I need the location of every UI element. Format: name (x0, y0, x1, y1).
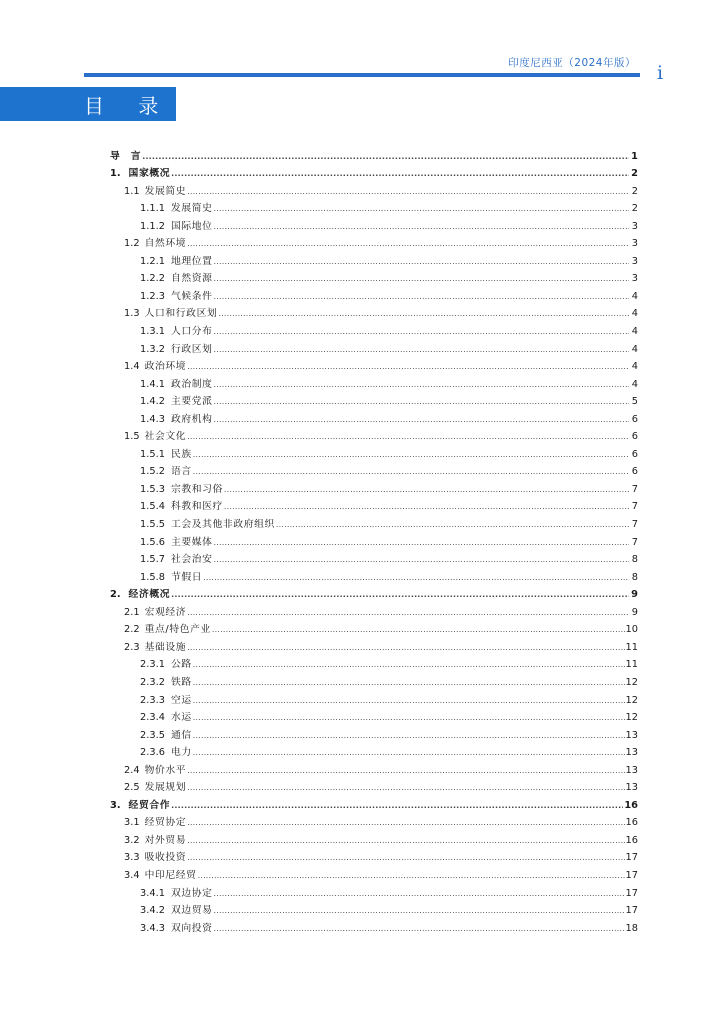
dot-leader (171, 589, 629, 601)
toc-entry-number: 1.4.1 (140, 378, 165, 390)
toc-entry-number: 2.3.4 (140, 712, 165, 724)
toc-entry-number: 2.3.5 (140, 729, 165, 741)
toc-entry-title: 语言 (170, 466, 192, 478)
dot-leader (214, 291, 629, 303)
toc-entry[interactable] (110, 794, 638, 812)
toc-entry[interactable] (110, 777, 638, 795)
toc-heading-banner (0, 87, 176, 121)
toc-entry[interactable] (110, 654, 638, 672)
toc-entry-title: 自然环境 (144, 238, 187, 250)
toc-entry[interactable] (110, 250, 638, 268)
toc-entry-title: 政治环境 (144, 361, 187, 373)
dot-leader (187, 607, 629, 619)
toc-entry[interactable] (110, 900, 638, 918)
dot-leader (187, 817, 624, 829)
dot-leader (187, 642, 624, 654)
toc-entry-title: 发展简史 (170, 203, 213, 215)
toc-entry-number: 1.5.1 (140, 448, 165, 460)
dot-leader (214, 256, 629, 268)
toc-entry-title: 主要媒体 (170, 536, 213, 548)
toc-entry-page: 4 (631, 326, 638, 338)
dot-leader (171, 168, 629, 180)
toc-entry-number: 2.3.1 (140, 659, 165, 671)
toc-entry-number: 1.2.1 (140, 255, 165, 267)
toc-entry-page: 6 (631, 448, 638, 460)
toc-entry-page: 16 (625, 834, 638, 846)
toc-entry[interactable] (110, 285, 638, 303)
toc-entry-page: 17 (625, 869, 638, 881)
dot-leader (214, 905, 625, 917)
toc-entry-title: 双向投资 (170, 922, 213, 934)
toc-entry[interactable] (110, 268, 638, 286)
toc-entry-title: 发展简史 (144, 185, 187, 197)
dot-leader (171, 800, 623, 812)
toc-entry-title: 双边协定 (170, 887, 213, 899)
toc-entry-page: 12 (625, 694, 638, 706)
dot-leader (187, 835, 624, 847)
toc-entry[interactable] (110, 566, 638, 584)
dot-leader (187, 852, 624, 864)
page-number: i (657, 62, 664, 84)
toc-entry-number: 3.4.3 (140, 922, 165, 934)
toc-entry-title: 经贸协定 (144, 817, 187, 829)
toc-entry-page: 7 (631, 536, 638, 548)
toc-entry-page: 4 (631, 343, 638, 355)
toc-entry-title: 主要党派 (170, 396, 213, 408)
toc-entry-title: 国际地位 (170, 220, 213, 232)
dot-leader (187, 238, 629, 250)
toc-entry-title: 国家概况 (128, 168, 171, 180)
toc-entry-page: 6 (631, 431, 638, 443)
toc-entry[interactable] (110, 461, 638, 479)
toc-entry-title: 地理位置 (170, 255, 213, 267)
dot-leader (214, 888, 625, 900)
dot-leader (214, 221, 629, 233)
toc-entry-number: 1. (110, 168, 121, 180)
toc-entry-title: 双边贸易 (170, 905, 213, 917)
toc-entry-number: 1.5.8 (140, 571, 165, 583)
toc-entry-number: 3.4.1 (140, 887, 165, 899)
toc-entry-page: 6 (631, 466, 638, 478)
toc-entry[interactable] (110, 864, 638, 882)
toc-entry[interactable] (110, 812, 638, 830)
toc-entry-title: 社会文化 (144, 431, 187, 443)
dot-leader (193, 466, 629, 478)
toc-entry-title: 节假日 (170, 571, 203, 583)
toc-entry[interactable] (110, 408, 638, 426)
toc-entry-number: 3.2 (124, 834, 140, 846)
toc-entry-title: 经济概况 (128, 589, 171, 601)
toc-entry-number: 2.4 (124, 764, 140, 776)
toc-entry[interactable] (110, 513, 638, 531)
dot-leader (187, 765, 624, 777)
dot-leader (203, 572, 629, 584)
dot-leader (193, 695, 625, 707)
dot-leader (193, 659, 625, 671)
toc-entry-page: 4 (631, 361, 638, 373)
toc-entry-page: 12 (625, 676, 638, 688)
toc-entry-title: 导 言 (110, 150, 142, 162)
toc-entry[interactable] (110, 829, 638, 847)
dot-leader (187, 431, 629, 443)
dot-leader (224, 484, 629, 496)
toc-entry-number: 2.1 (124, 606, 140, 618)
table-of-contents (110, 145, 638, 935)
toc-entry-title: 通信 (170, 729, 192, 741)
toc-entry-title: 公路 (170, 659, 192, 671)
toc-entry[interactable] (110, 145, 638, 163)
toc-entry-page: 16 (625, 817, 638, 829)
dot-leader (224, 501, 629, 513)
toc-entry-title: 重点/特色产业 (144, 624, 211, 636)
dot-leader (193, 747, 625, 759)
dot-leader (193, 730, 625, 742)
toc-entry[interactable] (110, 759, 638, 777)
toc-entry-page: 8 (631, 554, 638, 566)
toc-entry-title: 人口分布 (170, 326, 213, 338)
toc-entry-number: 2.3 (124, 641, 140, 653)
dot-leader (214, 326, 629, 338)
toc-entry[interactable] (110, 707, 638, 725)
toc-entry-page: 7 (631, 501, 638, 513)
dot-leader (198, 870, 625, 882)
toc-entry-page: 13 (625, 747, 638, 759)
toc-entry-title: 人口和行政区划 (144, 308, 218, 320)
toc-entry-page: 3 (631, 238, 638, 250)
toc-entry[interactable] (110, 303, 638, 321)
toc-entry[interactable] (110, 426, 638, 444)
toc-entry[interactable] (110, 619, 638, 637)
toc-entry-number: 2.3.2 (140, 676, 165, 688)
toc-entry-number: 1.4.2 (140, 396, 165, 408)
dot-leader (214, 203, 629, 215)
toc-entry-title: 宗教和习俗 (170, 483, 223, 495)
toc-entry-page: 4 (631, 290, 638, 302)
toc-entry-page: 6 (631, 413, 638, 425)
toc-entry-title: 吸收投资 (144, 852, 187, 864)
toc-entry-number: 1.3.2 (140, 343, 165, 355)
toc-entry-page: 10 (625, 624, 638, 636)
toc-entry-page: 9 (631, 606, 638, 618)
toc-entry-page: 17 (625, 905, 638, 917)
toc-entry-number: 3.4 (124, 869, 140, 881)
toc-entry-number: 1.5.4 (140, 501, 165, 513)
toc-entry-title: 气候条件 (170, 290, 213, 302)
toc-entry-number: 3.3 (124, 852, 140, 864)
dot-leader (214, 396, 629, 408)
toc-entry-number: 1.2.3 (140, 290, 165, 302)
toc-entry[interactable] (110, 584, 638, 602)
toc-entry-page: 18 (625, 922, 638, 934)
toc-entry-number: 1.1 (124, 185, 140, 197)
toc-entry-number: 1.3.1 (140, 326, 165, 338)
toc-entry[interactable] (110, 847, 638, 865)
toc-entry-number: 1.5.7 (140, 554, 165, 566)
toc-entry-page: 11 (625, 659, 638, 671)
toc-entry[interactable] (110, 443, 638, 461)
toc-entry[interactable] (110, 478, 638, 496)
toc-entry-title: 空运 (170, 694, 192, 706)
toc-entry-page: 4 (631, 308, 638, 320)
dot-leader (187, 361, 629, 373)
toc-entry-page: 7 (631, 519, 638, 531)
toc-entry-title: 政治制度 (170, 378, 213, 390)
toc-entry-title: 水运 (170, 712, 192, 724)
dot-leader (212, 624, 625, 636)
dot-leader (218, 308, 629, 320)
toc-entry[interactable] (110, 198, 638, 216)
toc-entry-page: 12 (625, 712, 638, 724)
toc-entry-page: 4 (631, 378, 638, 390)
toc-entry[interactable] (110, 215, 638, 233)
toc-entry-page: 2 (631, 185, 638, 197)
toc-entry[interactable] (110, 531, 638, 549)
toc-entry[interactable] (110, 391, 638, 409)
dot-leader (193, 712, 625, 724)
toc-entry-number: 1.5.3 (140, 483, 165, 495)
toc-entry-number: 1.4 (124, 361, 140, 373)
dot-leader (214, 537, 629, 549)
toc-entry[interactable] (110, 601, 638, 619)
toc-entry-title: 工会及其他非政府组织 (170, 519, 275, 531)
toc-entry-number: 1.4.3 (140, 413, 165, 425)
toc-entry-page: 17 (625, 887, 638, 899)
toc-entry-page: 7 (631, 483, 638, 495)
toc-heading: 目 录 (84, 94, 173, 118)
header-rule (84, 73, 640, 77)
toc-entry-page: 5 (631, 396, 638, 408)
toc-entry-page: 9 (631, 589, 638, 601)
dot-leader (214, 273, 629, 285)
toc-entry-number: 2.5 (124, 782, 140, 794)
toc-entry-number: 1.1.1 (140, 203, 165, 215)
toc-entry[interactable] (110, 163, 638, 181)
toc-entry-page: 13 (625, 782, 638, 794)
toc-entry[interactable] (110, 742, 638, 760)
toc-entry-page: 16 (624, 799, 638, 811)
running-header-title: 印度尼西亚（2024年版） (508, 57, 636, 69)
toc-entry-page: 13 (625, 764, 638, 776)
dot-leader (187, 782, 624, 794)
toc-entry[interactable] (110, 689, 638, 707)
toc-entry[interactable] (110, 356, 638, 374)
toc-entry-title: 铁路 (170, 676, 192, 688)
toc-entry[interactable] (110, 636, 638, 654)
toc-entry[interactable] (110, 549, 638, 567)
toc-entry-number: 1.2.2 (140, 273, 165, 285)
toc-entry[interactable] (110, 373, 638, 391)
toc-entry-number: 2.3.3 (140, 694, 165, 706)
toc-entry-page: 1 (631, 150, 638, 162)
toc-entry-title: 民族 (170, 448, 192, 460)
toc-entry-page: 11 (625, 641, 638, 653)
toc-entry-title: 发展规划 (144, 782, 187, 794)
dot-leader (214, 414, 629, 426)
toc-entry[interactable] (110, 882, 638, 900)
toc-entry[interactable] (110, 724, 638, 742)
toc-entry-number: 1.5.2 (140, 466, 165, 478)
dot-leader (214, 554, 629, 566)
toc-entry-number: 2. (110, 589, 121, 601)
toc-entry-page: 8 (631, 571, 638, 583)
dot-leader (193, 449, 629, 461)
toc-entry-title: 社会治安 (170, 554, 213, 566)
toc-entry-number: 1.1.2 (140, 220, 165, 232)
toc-entry-number: 3.1 (124, 817, 140, 829)
toc-entry-page: 2 (631, 168, 638, 180)
dot-leader (142, 151, 629, 163)
toc-entry-number: 1.2 (124, 238, 140, 250)
dot-leader (276, 519, 629, 531)
toc-entry-title: 政府机构 (170, 413, 213, 425)
toc-entry[interactable] (110, 496, 638, 514)
dot-leader (214, 379, 629, 391)
dot-leader (193, 677, 625, 689)
toc-entry-number: 3.4.2 (140, 905, 165, 917)
toc-entry[interactable] (110, 180, 638, 198)
toc-entry-title: 行政区划 (170, 343, 213, 355)
toc-entry[interactable] (110, 338, 638, 356)
toc-entry-title: 中印尼经贸 (144, 869, 197, 881)
toc-entry[interactable] (110, 320, 638, 338)
dot-leader (214, 923, 625, 935)
toc-entry-number: 1.5.5 (140, 519, 165, 531)
toc-entry-page: 13 (625, 729, 638, 741)
toc-entry-number: 3. (110, 799, 121, 811)
toc-entry-page: 3 (631, 255, 638, 267)
toc-entry-page: 3 (631, 273, 638, 285)
toc-entry-title: 电力 (170, 747, 192, 759)
toc-entry[interactable] (110, 917, 638, 935)
toc-entry-page: 17 (625, 852, 638, 864)
toc-entry-title: 自然资源 (170, 273, 213, 285)
toc-entry-page: 3 (631, 220, 638, 232)
toc-entry[interactable] (110, 233, 638, 251)
toc-entry-page: 2 (631, 203, 638, 215)
toc-entry-title: 物价水平 (144, 764, 187, 776)
toc-entry-title: 科教和医疗 (170, 501, 223, 513)
toc-entry-number: 1.5 (124, 431, 140, 443)
toc-entry-title: 对外贸易 (144, 834, 187, 846)
toc-entry-title: 基础设施 (144, 641, 187, 653)
toc-entry-number: 1.3 (124, 308, 140, 320)
toc-entry-number: 2.3.6 (140, 747, 165, 759)
toc-entry-title: 经贸合作 (128, 799, 171, 811)
toc-entry-number: 1.5.6 (140, 536, 165, 548)
dot-leader (187, 186, 629, 198)
toc-entry-number: 2.2 (124, 624, 140, 636)
toc-entry[interactable] (110, 671, 638, 689)
toc-entry-title: 宏观经济 (144, 606, 187, 618)
dot-leader (214, 344, 629, 356)
